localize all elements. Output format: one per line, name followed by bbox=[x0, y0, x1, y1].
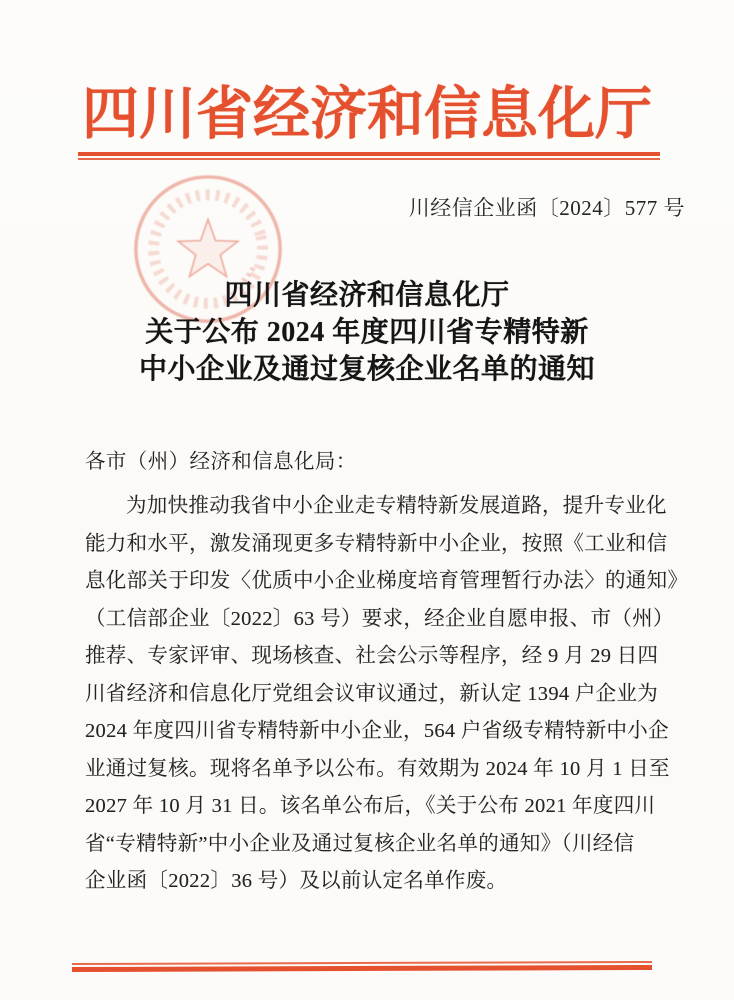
document-reference-number: 川经信企业函〔2024〕577 号 bbox=[408, 196, 685, 220]
document-title bbox=[0, 277, 734, 388]
agency-letterhead-title: 四川省经济和信息化厅 bbox=[82, 83, 652, 146]
body-line: 2027 年 10 月 31 日。该名单公布后，《关于公布 2021 年度四川 bbox=[85, 795, 656, 817]
body-line: 省“专精特新”中小企业及通过复核企业名单的通知》（川经信 bbox=[85, 832, 635, 855]
salutation-line: 各市（州）经济和信息化局： bbox=[85, 451, 357, 473]
document-title-line-2: 关于公布 2024 年度四川省专精特新 bbox=[145, 317, 589, 348]
document-title-line-1: 四川省经济和信息化厅 bbox=[224, 280, 510, 311]
body-line: 业通过复核。现将名单予以公布。有效期为 2024 年 10 月 1 日至 bbox=[85, 757, 670, 780]
body-line: 川省经济和信息化厅党组会议审议通过，新认定 1394 户企业为 bbox=[85, 682, 659, 705]
divider-thin-bar bbox=[78, 158, 660, 160]
body-line: （工信部企业〔2022〕63 号）要求，经企业自愿申报、市（州） bbox=[85, 607, 674, 630]
document-title-line-3: 中小企业及通过复核企业名单的通知 bbox=[138, 354, 595, 385]
body-paragraph bbox=[85, 488, 689, 901]
body-line: 企业函〔2022〕36 号）及以前认定名单作废。 bbox=[85, 870, 508, 892]
footer-divider-rule bbox=[72, 961, 652, 972]
body-line: 能力和水平，激发涌现更多专精特新中小企业，按照《工业和信 bbox=[85, 532, 668, 555]
body-line: 为加快推动我省中小企业走专精特新发展道路，提升专业化 bbox=[126, 495, 667, 517]
footer-thick-bar bbox=[72, 965, 652, 972]
body-line: 推荐、专家评审、现场核查、社会公示等程序，经 9 月 29 日四 bbox=[85, 645, 659, 667]
letterhead-divider-rule bbox=[78, 152, 660, 160]
body-line: 2024 年度四川省专精特新中小企业，564 户省级专精特新中小企 bbox=[85, 720, 669, 742]
body-line: 息化部关于印发〈优质中小企业梯度培育管理暂行办法〉的通知》 bbox=[85, 570, 689, 592]
